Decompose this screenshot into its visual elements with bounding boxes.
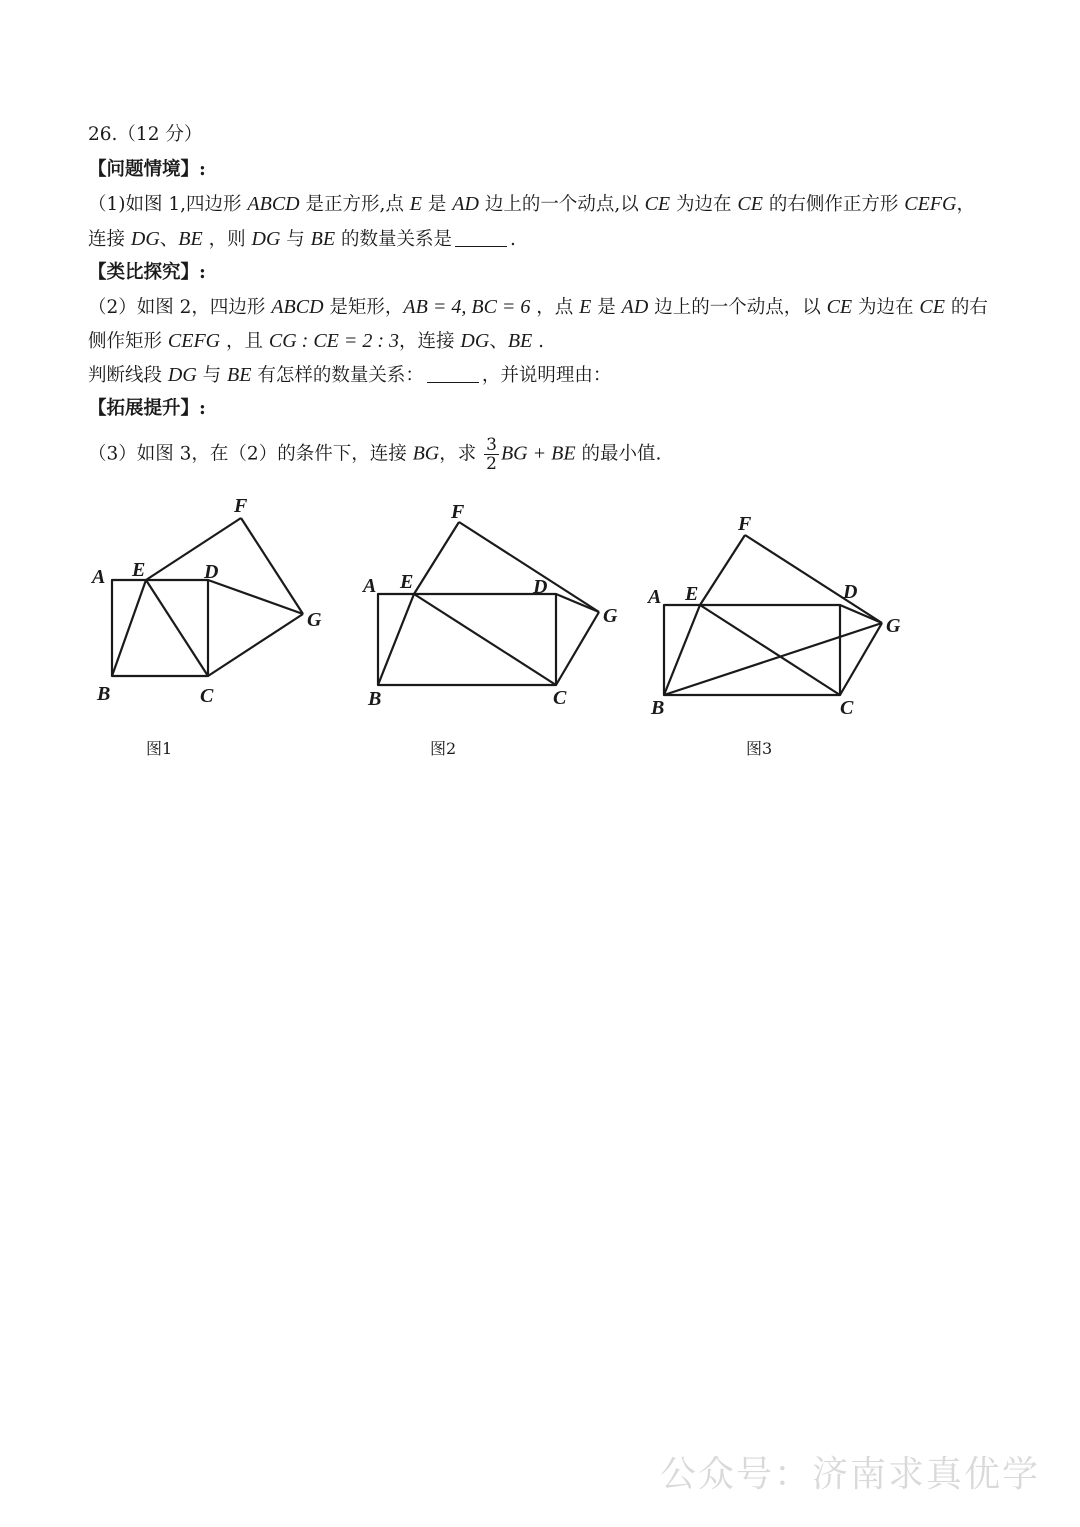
- part2-line3: 判断线段 DG 与 BE 有怎样的数量关系： ，并说明理由：: [88, 364, 612, 386]
- section-extension: 【拓展提升】:: [88, 398, 206, 419]
- fig1-segment-ec: [146, 580, 208, 676]
- part1-line1: （1)如图 1,四边形 ABCD 是正方形,点 E 是 AD 边上的一个动点,以 CE 为边在 CE 的右侧作正方形 CEFG，: [88, 193, 975, 215]
- fig2-label-a: A: [363, 575, 377, 597]
- fraction-three-halves: $\frac{3}{2}$: [486, 435, 497, 474]
- part3-line1: （3）如图 3，在（2）的条件下，连接 BG，求 $\frac{3}{2}$ BG + BE 的最小值.: [88, 435, 662, 474]
- fig3-label-a: A: [648, 586, 662, 608]
- fig2-segment-fg: [459, 522, 599, 612]
- part2-line1: （2）如图 2，四边形 ABCD 是矩形，AB = 4, BC = 6 ，点 E 是 AD 边上的一个动点，以 CE 为边在 CE 的右: [88, 296, 988, 318]
- fig3-rectangle-abcd: [664, 605, 840, 695]
- fig1-segment-ef: [146, 518, 241, 580]
- fig1-segment-fg: [241, 518, 303, 614]
- fig1-label-g: G: [307, 609, 322, 631]
- fig2-label-c: C: [553, 687, 567, 709]
- fig1-square-abcd: [112, 580, 208, 676]
- fig2-segment-ef: [414, 522, 459, 594]
- fig1-caption: 图1: [146, 739, 173, 758]
- fig2-label-d: D: [533, 576, 548, 598]
- fig3-label-e: E: [685, 583, 699, 605]
- fig3-segment-bg: [664, 623, 882, 695]
- fig3-segment-dg: [840, 605, 882, 623]
- fig1-segment-gc: [208, 614, 303, 676]
- watermark: 公众号：济南求真优学: [659, 1454, 1040, 1495]
- fig1-label-c: C: [200, 685, 214, 707]
- fig1-label-a: A: [92, 566, 106, 588]
- fig3-segment-fg: [745, 535, 882, 623]
- section-problem-context: 【问题情境】:: [88, 159, 206, 180]
- question-number: 26.（12 分）: [88, 124, 203, 145]
- fig3-label-g: G: [886, 615, 901, 637]
- fig3-segment-be: [664, 605, 700, 695]
- fig3-label-c: C: [840, 697, 854, 719]
- part1-line2: 连接 DG、BE ，则 DG 与 BE 的数量关系是 .: [88, 228, 516, 250]
- fig3-label-d: D: [843, 581, 858, 603]
- section-analogy: 【类比探究】:: [88, 262, 206, 283]
- fig1-label-e: E: [132, 559, 146, 581]
- fig3-segment-ec: [700, 605, 840, 695]
- fig1-label-d: D: [204, 561, 219, 583]
- fig2-segment-dg: [556, 594, 599, 612]
- fig3-label-f: F: [738, 513, 752, 535]
- fig2-label-e: E: [400, 571, 414, 593]
- figure-1-diagram: [112, 518, 303, 676]
- fig2-rectangle-abcd: [378, 594, 556, 685]
- fig2-segment-gc: [556, 612, 599, 685]
- fig3-label-b: B: [651, 697, 665, 719]
- fig1-segment-be: [112, 580, 146, 676]
- fig2-segment-ec: [414, 594, 556, 685]
- fig1-segment-dg: [208, 580, 303, 614]
- figure-2-diagram: [378, 522, 599, 685]
- fig2-label-f: F: [451, 501, 465, 523]
- fig2-caption: 图2: [430, 739, 457, 758]
- fig2-label-g: G: [603, 605, 618, 627]
- fig3-caption: 图3: [746, 739, 773, 758]
- part2-line2: 侧作矩形 CEFG ，且 CG : CE = 2 : 3，连接 DG、BE .: [88, 330, 545, 352]
- fig3-segment-ef: [700, 535, 745, 605]
- fig2-label-b: B: [368, 688, 382, 710]
- fig1-label-b: B: [97, 683, 111, 705]
- fig2-segment-be: [378, 594, 414, 685]
- fig1-label-f: F: [234, 495, 248, 517]
- figure-3-diagram: [664, 535, 882, 695]
